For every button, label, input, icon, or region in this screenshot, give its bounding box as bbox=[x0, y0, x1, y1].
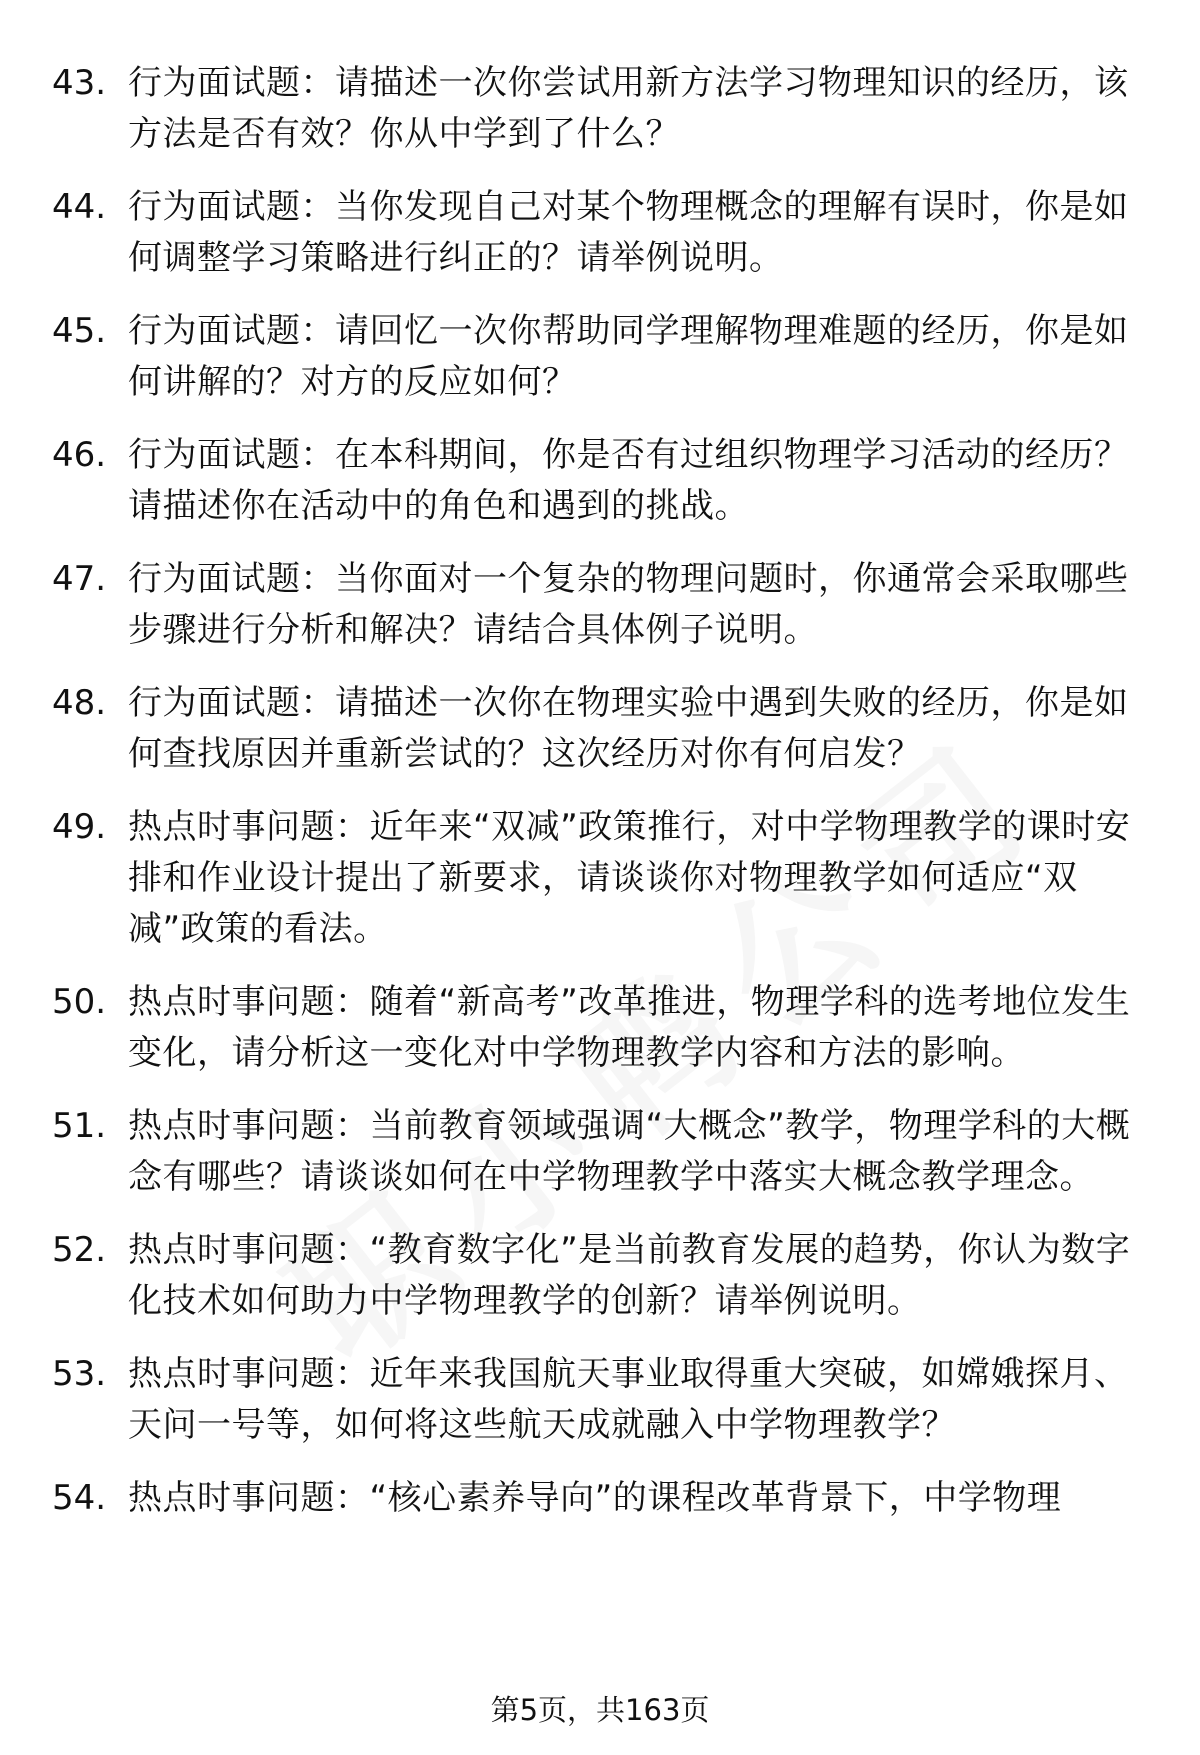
question-number: 50. bbox=[52, 982, 107, 1022]
question-item bbox=[0, 58, 1200, 160]
question-number: 51. bbox=[52, 1106, 107, 1146]
question-item bbox=[0, 1349, 1200, 1451]
question-number: 54. bbox=[52, 1478, 107, 1518]
question-item bbox=[0, 678, 1200, 780]
page-footer: 第5页，共163页 bbox=[490, 1693, 710, 1727]
question-number: 43. bbox=[52, 63, 107, 103]
question-item bbox=[0, 802, 1200, 955]
question-text: 热点时事问题：“教育数字化”是当前教育发展的趋势，你认为数字化技术如何助力中学物理教学的创新？请举例说明。 bbox=[128, 1230, 1131, 1321]
question-item bbox=[0, 430, 1200, 532]
question-number: 45. bbox=[52, 311, 107, 351]
question-number: 53. bbox=[52, 1354, 107, 1394]
question-item bbox=[0, 977, 1200, 1079]
question-text: 热点时事问题：近年来我国航天事业取得重大突破，如嫦娥探月、天问一号等，如何将这些航天成就融入中学物理教学？ bbox=[128, 1354, 1129, 1445]
question-text: 行为面试题：在本科期间，你是否有过组织物理学习活动的经历？请描述你在活动中的角色和遇到的挑战。 bbox=[128, 435, 1129, 526]
question-number: 44. bbox=[52, 187, 107, 227]
question-item bbox=[0, 1101, 1200, 1203]
question-item bbox=[0, 306, 1200, 408]
question-number: 52. bbox=[52, 1230, 107, 1270]
question-item bbox=[0, 1473, 1200, 1533]
question-item bbox=[0, 554, 1200, 656]
question-number: 49. bbox=[52, 807, 107, 847]
question-text: 热点时事问题：随着“新高考”改革推进，物理学科的选考地位发生变化，请分析这一变化对中学物理教学内容和方法的影响。 bbox=[128, 982, 1131, 1073]
question-number: 46. bbox=[52, 435, 107, 475]
question-item bbox=[0, 182, 1200, 284]
question-list bbox=[0, 58, 1200, 1555]
question-text: 行为面试题：请回忆一次你帮助同学理解物理难题的经历，你是如何讲解的？对方的反应如何？ bbox=[128, 311, 1129, 402]
question-text: 行为面试题：请描述一次你在物理实验中遇到失败的经历，你是如何查找原因并重新尝试的？这次经历对你有何启发？ bbox=[128, 683, 1129, 774]
question-text: 行为面试题：请描述一次你尝试用新方法学习物理知识的经历，该方法是否有效？你从中学到了什么？ bbox=[128, 63, 1129, 154]
question-number: 48. bbox=[52, 683, 107, 723]
question-text: 行为面试题：当你发现自己对某个物理概念的理解有误时，你是如何调整学习策略进行纠正的？请举例说明。 bbox=[128, 187, 1129, 278]
question-number: 47. bbox=[52, 559, 107, 599]
question-text: 行为面试题：当你面对一个复杂的物理问题时，你通常会采取哪些步骤进行分析和解决？请结合具体例子说明。 bbox=[128, 559, 1129, 650]
question-text: 热点时事问题：“核心素养导向”的课程改革背景下，中学物理 bbox=[128, 1478, 1062, 1518]
question-text: 热点时事问题：当前教育领域强调“大概念”教学，物理学科的大概念有哪些？请谈谈如何在中学物理教学中落实大概念教学理念。 bbox=[128, 1106, 1131, 1197]
question-item bbox=[0, 1225, 1200, 1327]
question-text: 热点时事问题：近年来“双减”政策推行，对中学物理教学的课时安排和作业设计提出了新要求，请谈谈你对物理教学如何适应“双减”政策的看法。 bbox=[128, 807, 1131, 949]
